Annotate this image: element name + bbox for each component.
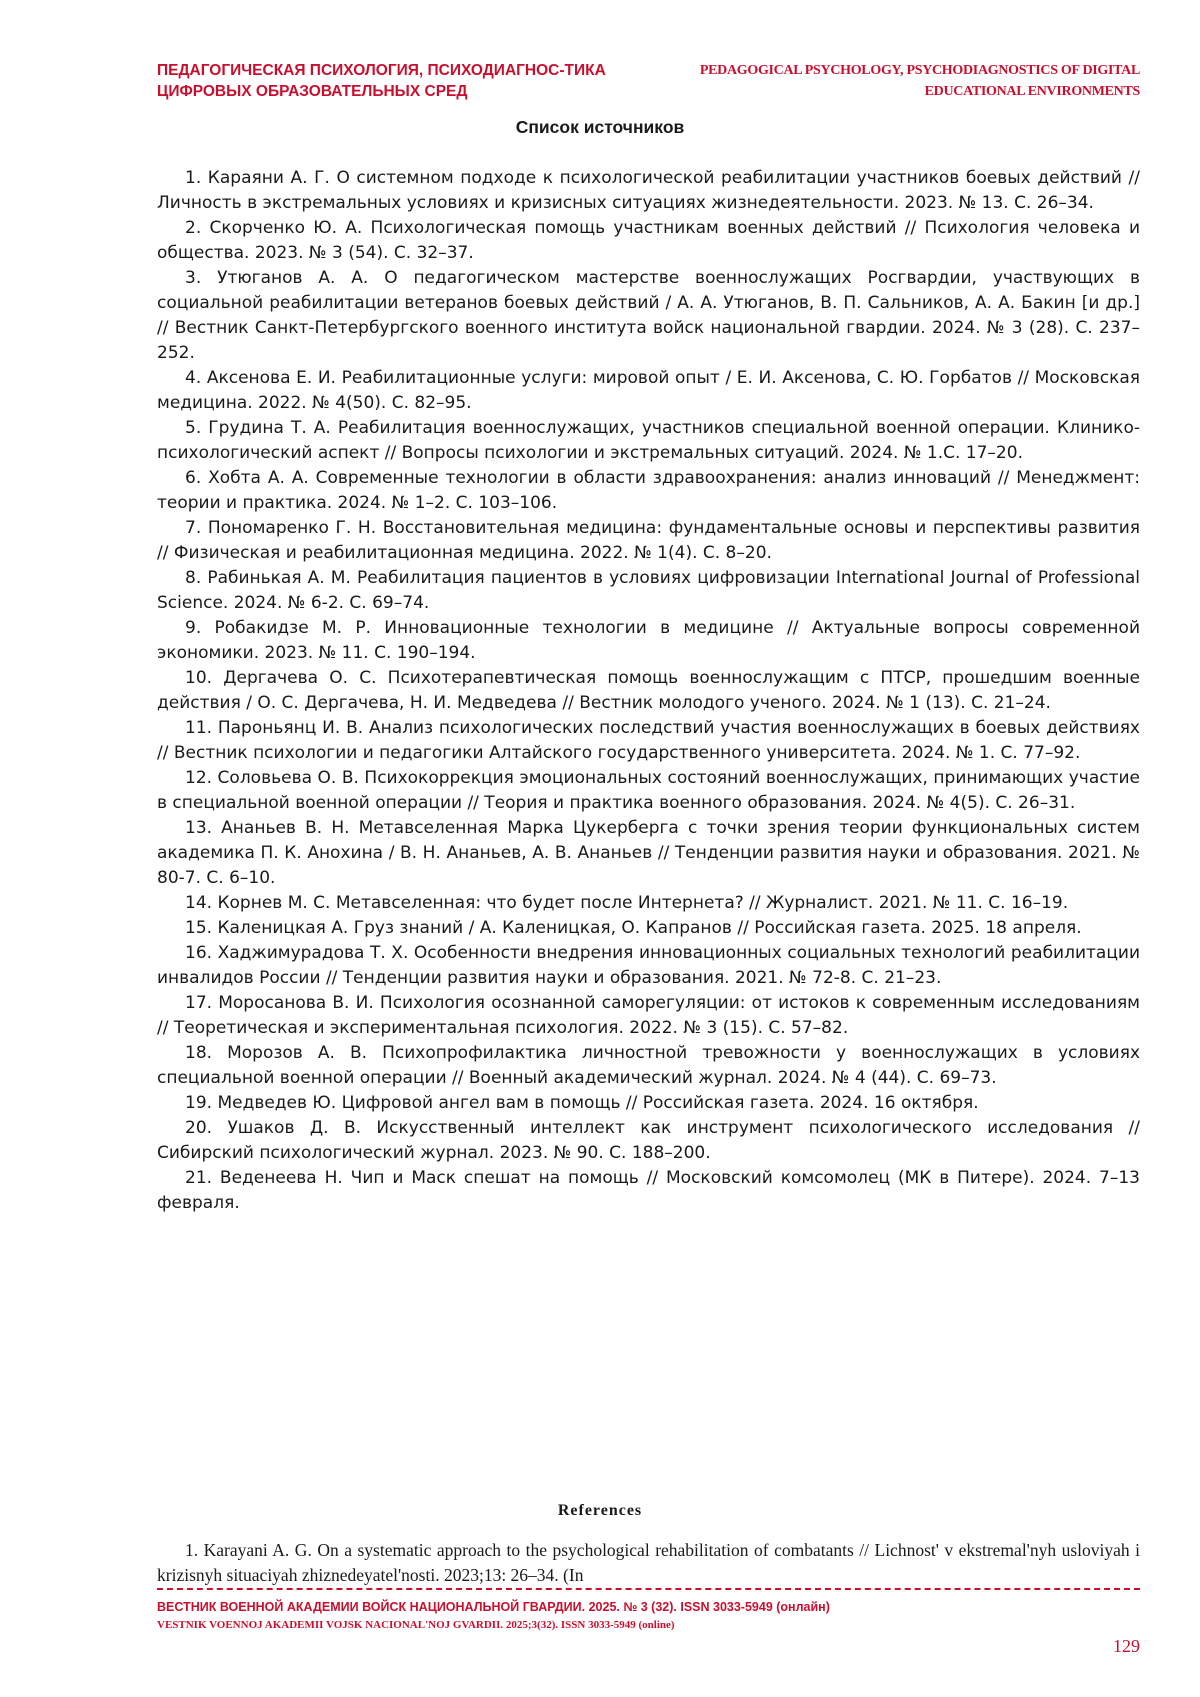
source-item: 21. Веденеева Н. Чип и Маск спешат на помощь // Московский комсомолец (МК в Питере). 2024. 7–13 февраля. xyxy=(157,1168,1140,1213)
footer-divider xyxy=(157,1588,1140,1590)
source-item: 18. Морозов А. В. Психопрофилактика личностной тревожности у военнослужащих в условиях специальной военной операции // Военный академический журнал. 2024. № 4 (44). С. 69–73. xyxy=(157,1043,1140,1088)
source-item: 6. Хобта А. А. Современные технологии в области здравоохранения: анализ инноваций // Менеджмент: теории и практика. 2024. № 1–2. С. 103–106. xyxy=(157,468,1140,513)
source-item: 20. Ушаков Д. В. Искусственный интеллект как инструмент психологического исследования // Сибирский психологический журнал. 2023. № 90. С. 188–200. xyxy=(157,1118,1140,1163)
source-item: 7. Пономаренко Г. Н. Восстановительная медицина: фундаментальные основы и перспективы развития // Физическая и реабилитационная медицина. 2022. № 1(4). С. 8–20. xyxy=(157,518,1140,563)
source-item: 3. Утюганов А. А. О педагогическом мастерстве военнослужащих Росгвардии, участвующих в социальной реабилитации ветеранов боевых действий / А. А. Утюганов, В. П. Сальников, А. А. Бакин [и др.] // Вестник Санкт-Петербургского военного института войск национальной гвардии. 2024. № 3 (28). С. 237–252. xyxy=(157,268,1140,363)
journal-section-title-ru: ПЕДАГОГИЧЕСКАЯ ПСИХОЛОГИЯ, ПСИХОДИАГНОС-ТИКА ЦИФРОВЫХ ОБРАЗОВАТЕЛЬНЫХ СРЕД xyxy=(157,62,606,100)
footer-journal-ru: ВЕСТНИК ВОЕННОЙ АКАДЕМИИ ВОЙСК НАЦИОНАЛЬНОЙ ГВАРДИИ. 2025. № 3 (32). ISSN 3033-5949 (онлайн) xyxy=(157,1600,830,1614)
source-item: 2. Скорченко Ю. А. Психологическая помощь участникам военных действий // Психология человека и общества. 2023. № 3 (54). С. 32–37. xyxy=(157,218,1140,263)
source-item: 10. Дергачева О. С. Психотерапевтическая помощь военнослужащим с ПТСР, прошедшим военные действия / О. С. Дергачева, Н. И. Медведева // Вестник молодого ученого. 2024. № 1 (13). С. 21–24. xyxy=(157,668,1140,713)
references-heading: References xyxy=(557,1502,643,1519)
sources-list xyxy=(157,166,1140,1216)
references-list xyxy=(157,1538,1140,1588)
source-item: 14. Корнев М. С. Метавселенная: что будет после Интернета? // Журналист. 2021. № 11. С. 16–19. xyxy=(185,893,1069,913)
footer-journal-en: VESTNIK VOENNOJ AKADEMII VOJSK NACIONAL'NOJ GVARDII. 2025;3(32). ISSN 3033-5949 (online) xyxy=(157,1619,675,1631)
journal-section-title-en: PEDAGOGICAL PSYCHOLOGY, PSYCHODIAGNOSTICS OF DIGITAL EDUCATIONAL ENVIRONMENTS xyxy=(699,63,1140,99)
source-item: 12. Соловьева О. В. Психокоррекция эмоциональных состояний военнослужащих, принимающих участие в специальной военной операции // Теория и практика военного образования. 2024. № 4(5). С. 26–31. xyxy=(157,768,1140,813)
source-item: 17. Моросанова В. И. Психология осознанной саморегуляции: от истоков к современным исследованиям // Теоретическая и экспериментальная психология. 2022. № 3 (15). С. 57–82. xyxy=(157,993,1140,1038)
source-item: 4. Аксенова Е. И. Реабилитационные услуги: мировой опыт / Е. И. Аксенова, С. Ю. Горбатов // Московская медицина. 2022. № 4(50). С. 82–95. xyxy=(157,368,1140,413)
source-item: 9. Робакидзе М. Р. Инновационные технологии в медицине // Актуальные вопросы современной экономики. 2023. № 11. С. 190–194. xyxy=(157,618,1140,663)
source-item: 11. Пароньянц И. В. Анализ психологических последствий участия военнослужащих в боевых действиях // Вестник психологии и педагогики Алтайского государственного университета. 2024. № 1. С. 77–92. xyxy=(157,718,1140,763)
source-item: 19. Медведев Ю. Цифровой ангел вам в помощь // Российская газета. 2024. 16 октября. xyxy=(185,1093,979,1113)
source-item: 16. Хаджимурадова Т. Х. Особенности внедрения инновационных социальных технологий реабилитации инвалидов России // Тенденции развития науки и образования. 2021. № 72-8. С. 21–23. xyxy=(157,943,1140,988)
source-item: 15. Каленицкая А. Груз знаний / А. Каленицкая, О. Капранов // Российская газета. 2025. 18 апреля. xyxy=(185,918,1082,938)
source-item: 5. Грудина Т. А. Реабилитация военнослужащих, участников специальной военной операции. Клинико-психологический аспект // Вопросы психологии и экстремальных ситуаций. 2024. № 1.С. 17–20. xyxy=(157,418,1140,463)
page-number: 129 xyxy=(1113,1636,1140,1656)
source-item: 13. Ананьев В. Н. Метавселенная Марка Цукерберга с точки зрения теории функциональных систем академика П. К. Анохина / В. Н. Ананьев, А. В. Ананьев // Тенденции развития науки и образования. 2021. № 80-7. С. 6–10. xyxy=(157,818,1140,888)
source-item: 1. Караяни А. Г. О системном подходе к психологической реабилитации участников боевых действий // Личность в экстремальных условиях и кризисных ситуациях жизнедеятельности. 2023. № 13. С. 26–34. xyxy=(157,168,1140,213)
source-item: 8. Рабинькая А. М. Реабилитация пациентов в условиях цифровизации International Journal of Professional Science. 2024. № 6-2. С. 69–74. xyxy=(157,568,1140,613)
sources-heading: Список источников xyxy=(515,117,685,137)
reference-item: 1. Karayani A. G. On a systematic approach to the psychological rehabilitation of combatants // Lichnost' v ekstremal'nyh usloviyah i krizisnyh situaciyah zhiznedeyatel'nosti. 2023;13: 26–34. (In xyxy=(157,1540,1140,1585)
